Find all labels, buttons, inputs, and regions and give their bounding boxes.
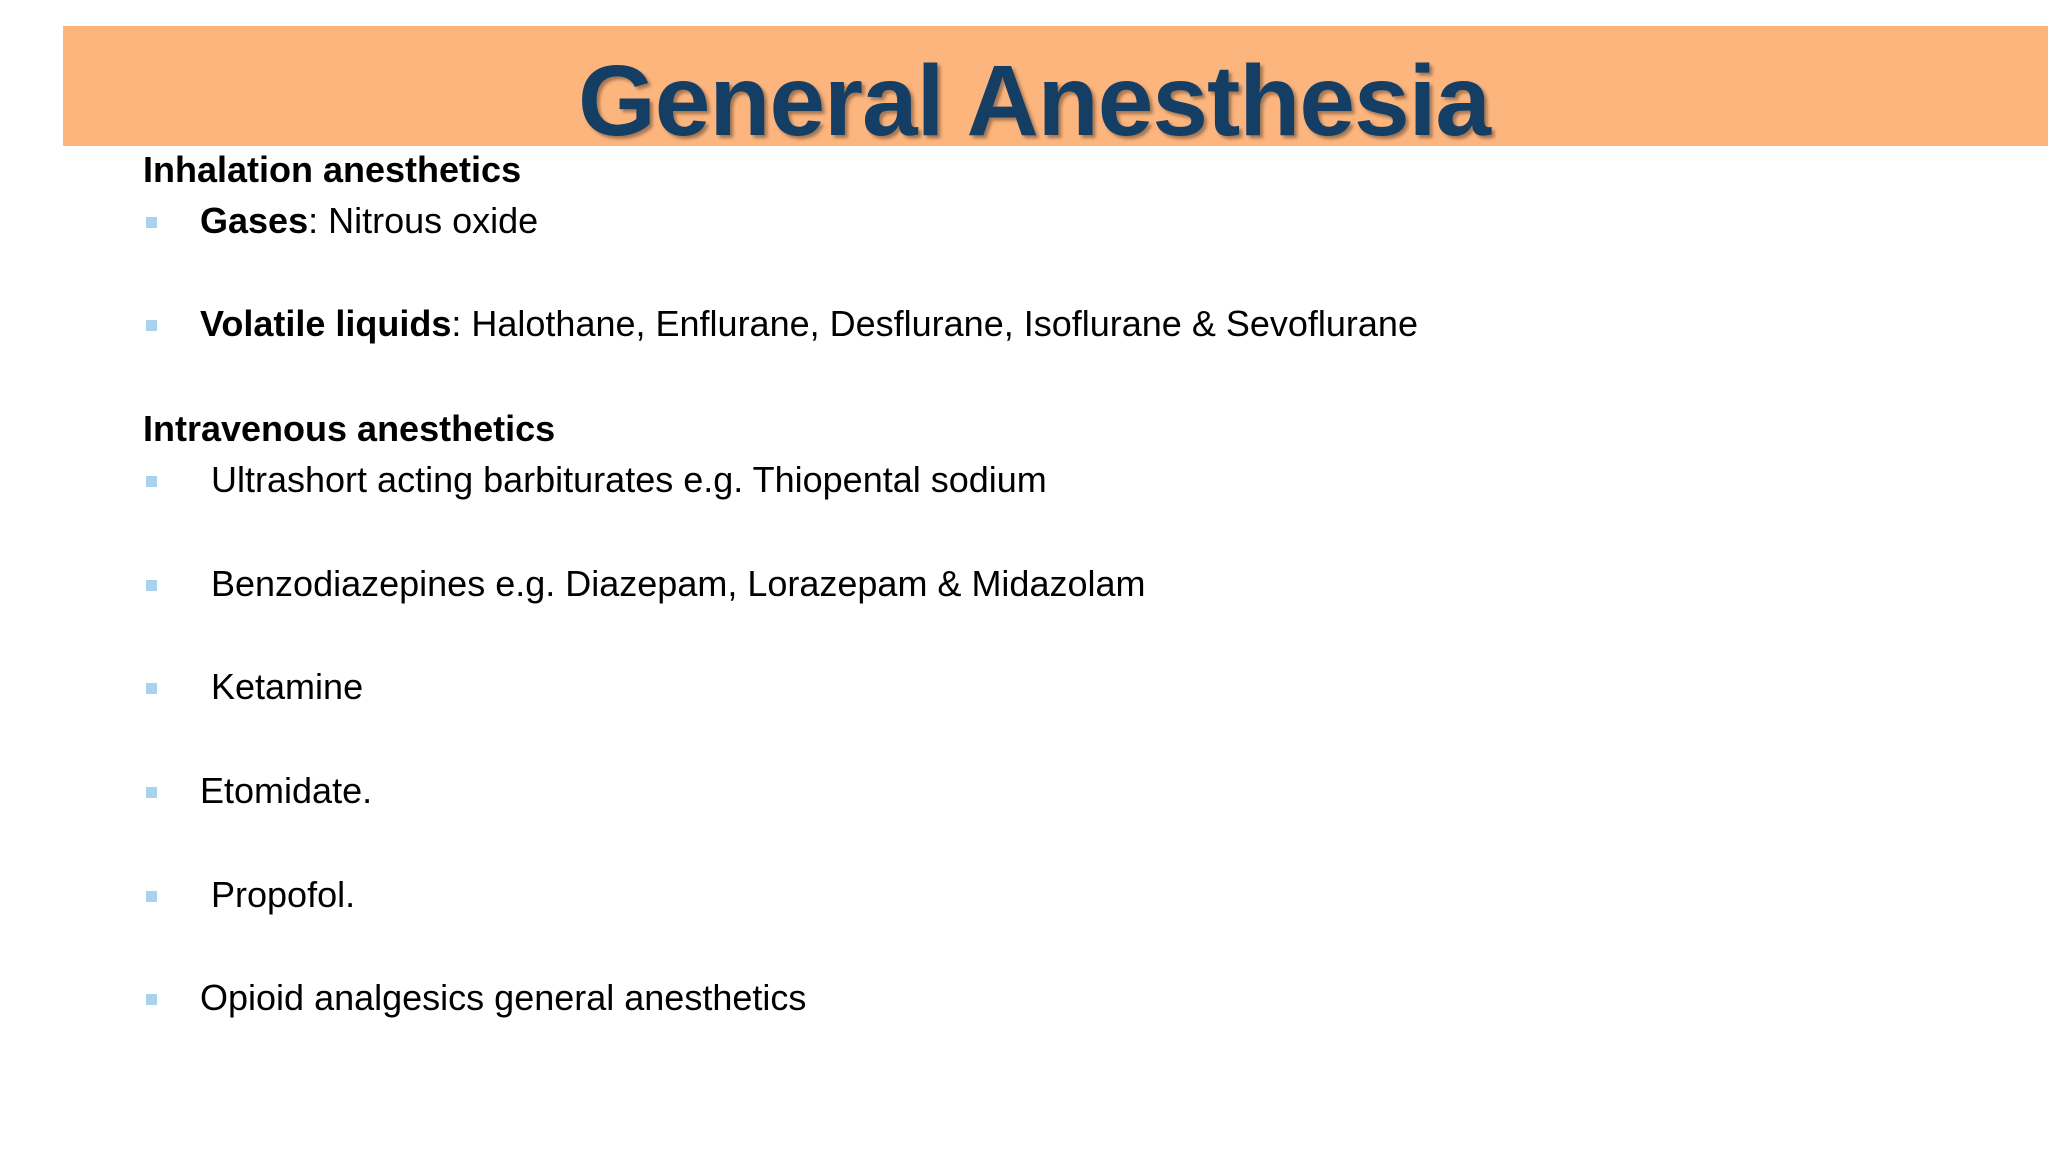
bullet-marker	[146, 580, 157, 591]
bullet-marker	[146, 476, 157, 487]
slide-title: General Anesthesia	[577, 45, 1491, 157]
bullet-marker	[146, 994, 157, 1005]
section-heading-inhalation: Inhalation anesthetics	[143, 149, 522, 190]
list-item-ketamine: Ketamine	[211, 666, 364, 707]
list-item-propofol: Propofol.	[211, 874, 356, 915]
list-item-volatile-liquids	[200, 302, 1418, 346]
bullet-marker	[146, 891, 157, 902]
bullet-marker	[146, 217, 157, 228]
bullet-marker	[146, 683, 157, 694]
item-text: : Nitrous oxide	[308, 200, 539, 241]
list-item-barbiturates: Ultrashort acting barbiturates e.g. Thiopental sodium	[211, 459, 1047, 500]
list-item-benzodiazepines: Benzodiazepines e.g. Diazepam, Lorazepam & Midazolam	[211, 563, 1146, 604]
bullet-marker	[146, 320, 157, 331]
list-item-etomidate: Etomidate.	[200, 770, 373, 811]
bullet-marker	[146, 787, 157, 798]
item-term: Gases	[200, 200, 309, 241]
list-item-gases	[200, 199, 538, 243]
item-term: Volatile liquids	[200, 303, 452, 344]
item-text: : Halothane, Enflurane, Desflurane, Isoflurane & Sevoflurane	[451, 303, 1418, 344]
list-item-opioid-analgesics: Opioid analgesics general anesthetics	[200, 977, 807, 1018]
section-heading-intravenous: Intravenous anesthetics	[143, 408, 556, 449]
